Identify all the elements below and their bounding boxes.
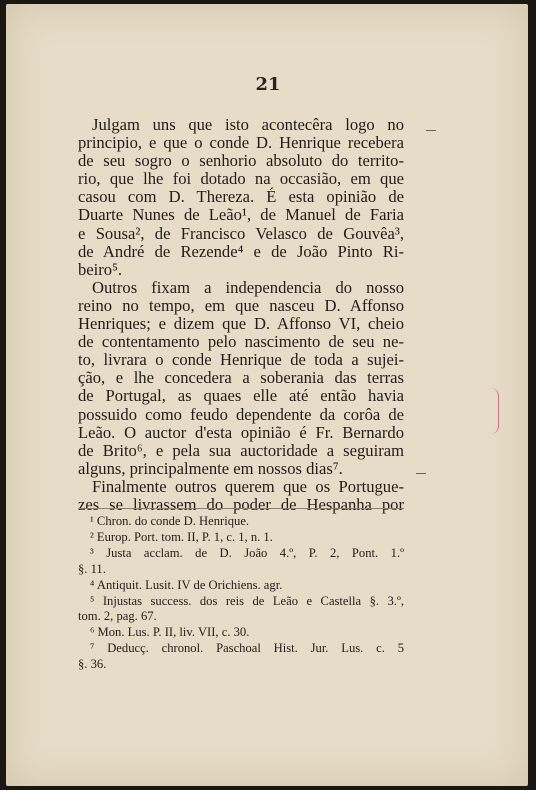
footnote-line: tom. 2, pag. 67.	[78, 609, 157, 624]
text-line: Finalmente outros querem que os Portugue-	[92, 476, 404, 496]
footnote-line: §. 11.	[78, 561, 106, 576]
footnote-line: ⁶ Mon. Lus. P. II, liv. VII, c. 30.	[90, 625, 250, 640]
footnote-line: ⁷ Deducç. chronol. Paschoal Hist. Jur. Lus. c. 5	[90, 641, 404, 656]
text-line: Duarte Nunes de Leão¹, de Manuel de Faria	[78, 205, 404, 225]
text-line: e Sousa², de Francisco Velasco de Gouvêa³,	[78, 223, 404, 243]
text-line: de Portugal, as quaes elle até então havia	[78, 386, 404, 406]
footnote-line: ⁵ Injustas success. dos reis de Leão e Castella §. 3.º,	[90, 593, 404, 608]
text-line: de Brito⁶, e pela sua auctoridade a seguiram	[78, 440, 404, 460]
text-line: de André de Rezende⁴ e de João Pinto Ri-	[78, 241, 404, 261]
text-line: alguns, principalmente em nossos dias⁷.	[78, 458, 343, 478]
text-line: beiro⁵.	[78, 259, 123, 279]
text-line: possuido como feudo dependente da corôa de	[78, 404, 404, 424]
footnote-rule	[78, 508, 404, 509]
margin-mark	[426, 130, 436, 131]
footnote-line: §. 36.	[78, 657, 107, 672]
footnote-line: ² Europ. Port. tom. II, P. 1, c. 1, n. 1.	[90, 529, 273, 544]
margin-mark	[416, 473, 426, 474]
text-line: Julgam uns que isto acontecêra logo no	[92, 115, 404, 134]
body-text	[78, 116, 404, 514]
footnote-line: ⁴ Antiquit. Lusit. IV de Orichiens. agr.	[90, 577, 283, 592]
text-line: Henriques; e dizem que D. Affonso VI, cheio	[78, 314, 404, 334]
text-line: reino no tempo, em que nasceu D. Affonso	[78, 295, 404, 315]
text-line: rio, que lhe foi dotado na occasião, em que	[78, 169, 404, 189]
margin-bracket-mark	[490, 388, 499, 434]
text-line: de contentamento pelo nascimento de seu ne-	[78, 332, 404, 352]
text-line: Leão. O auctor d'esta opinião é Fr. Bernardo	[78, 422, 404, 442]
text-line: Outros fixam a independencia do nosso	[92, 277, 404, 297]
text-line: casou com D. Thereza. É esta opinião de	[78, 187, 404, 207]
footnote-line: ³ Justa acclam. de D. João 4.º, P. 2, Pont. 1.º	[90, 545, 404, 560]
footnote-line: ¹ Chron. do conde D. Henrique.	[90, 514, 250, 528]
text-line: principio, e que o conde D. Henrique recebera	[78, 133, 404, 153]
text-line: ção, e lhe concedera a soberania das terras	[78, 368, 404, 388]
text-line: to, livrara o conde Henrique de toda a sujei-	[78, 350, 404, 370]
page-number: 21	[255, 74, 281, 95]
text-line: zes se livrassem do poder de Hespanha por	[78, 494, 404, 514]
text-line: de seu sogro o senhorio absoluto do territo-	[78, 151, 404, 171]
footnotes	[78, 514, 404, 673]
